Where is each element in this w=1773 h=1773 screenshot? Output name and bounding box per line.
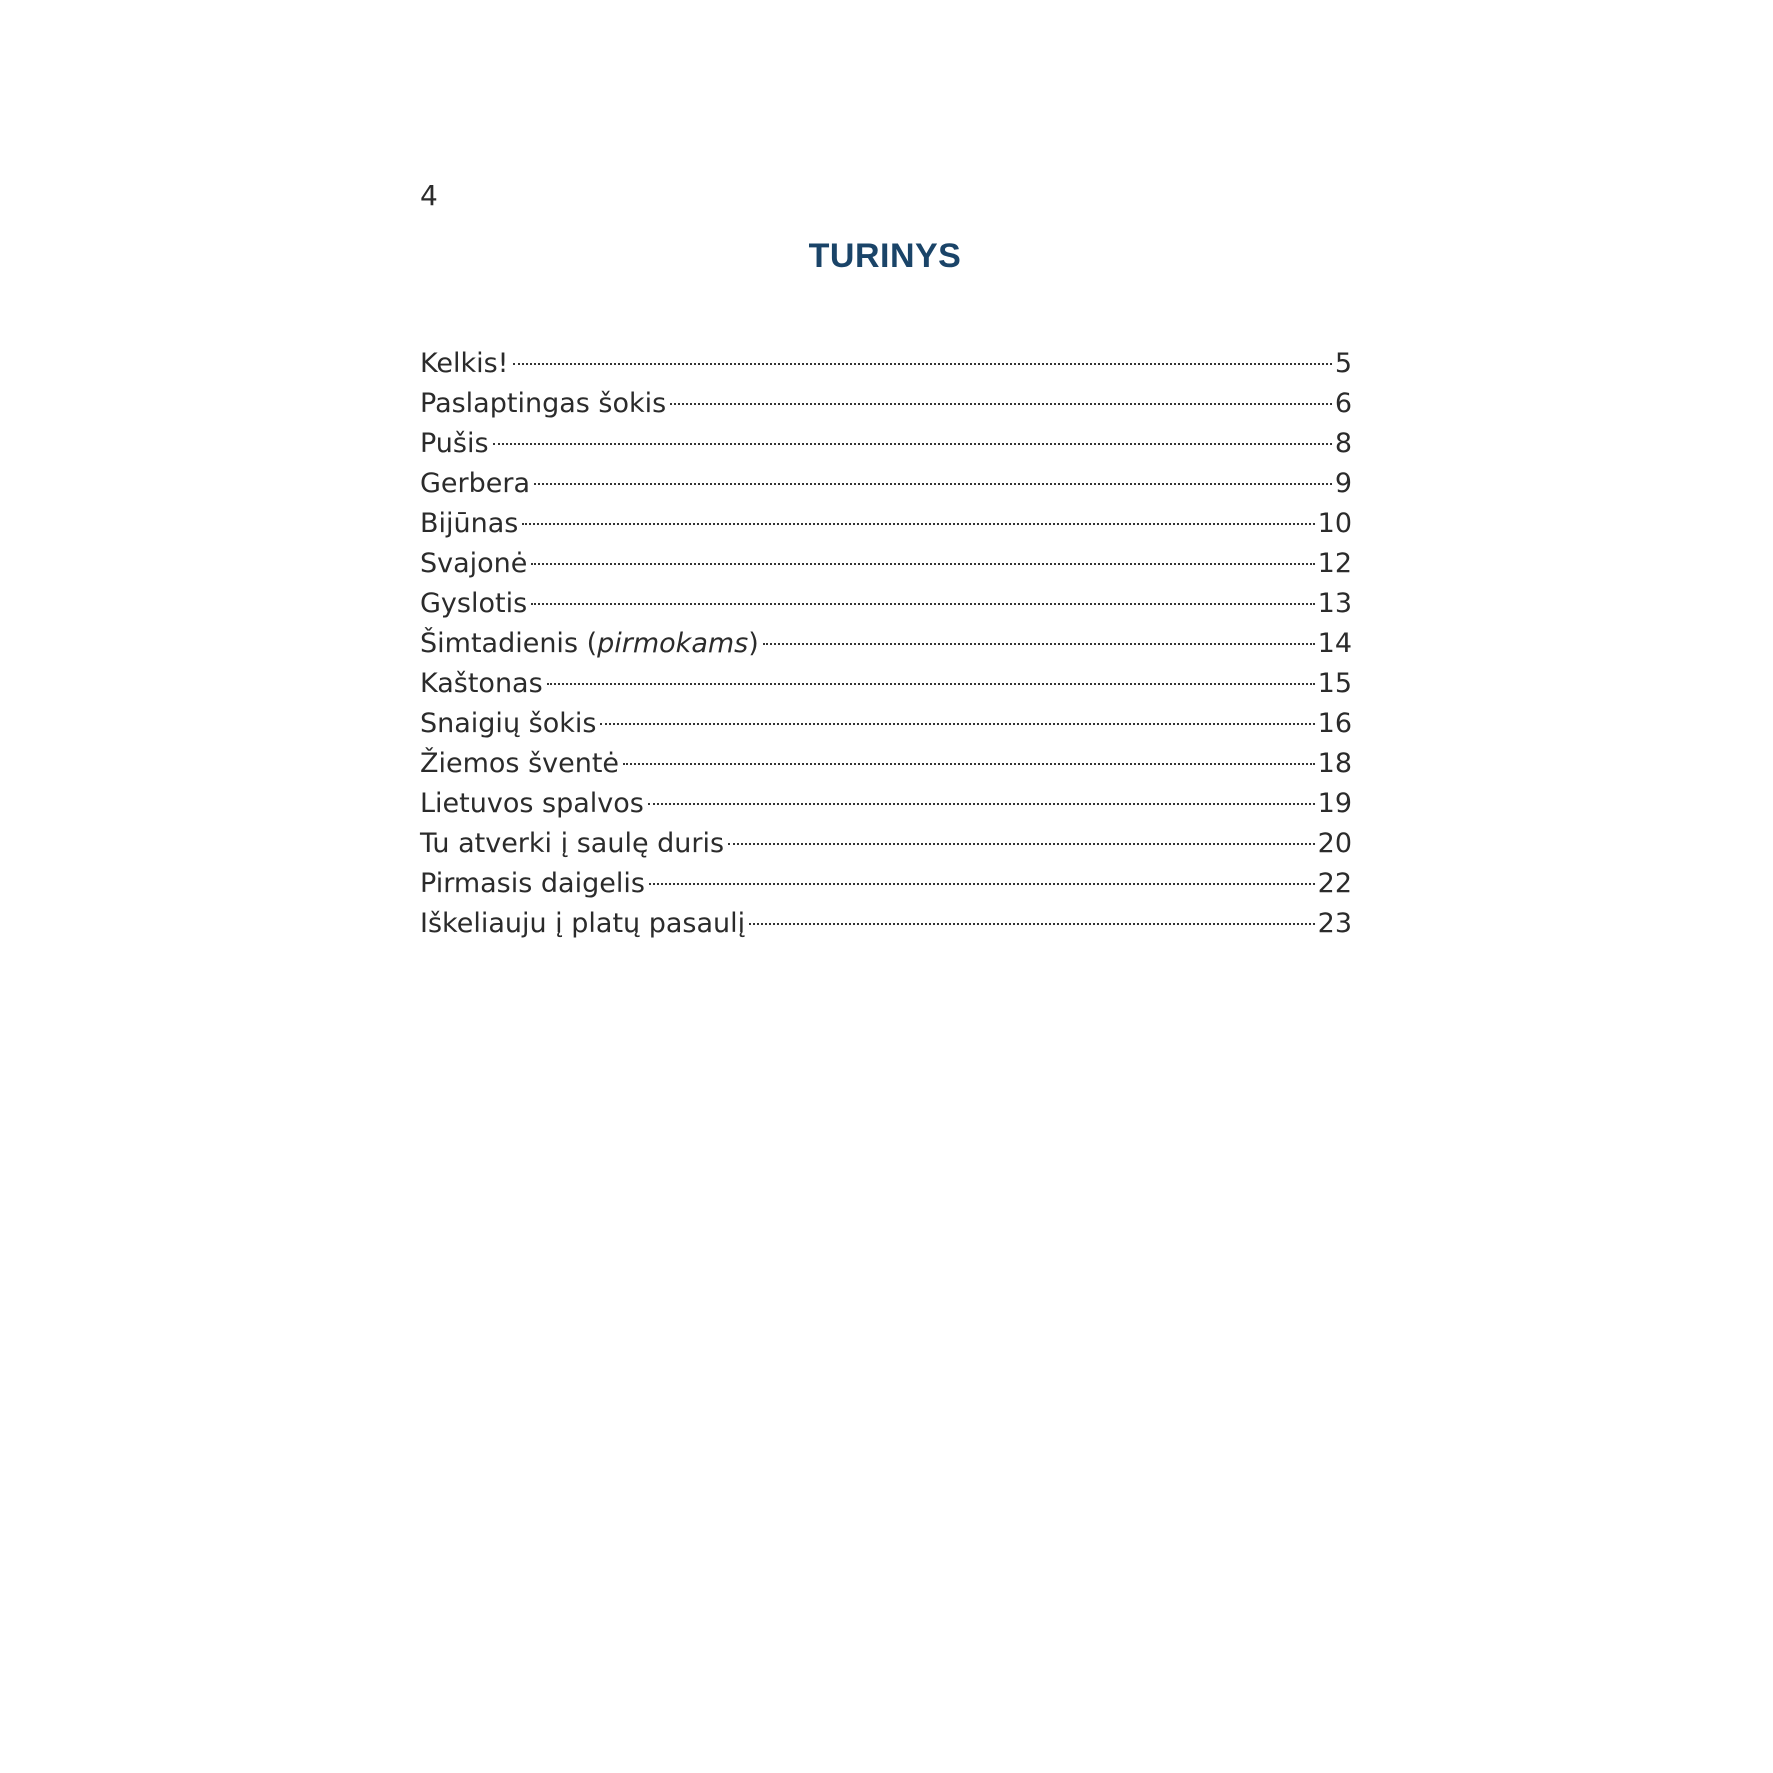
- toc-entry-page-number: 16: [1317, 708, 1352, 739]
- toc-entry[interactable]: [420, 624, 1352, 664]
- toc-entry-title-text: Iškeliauju į platų pasaulį: [420, 908, 746, 939]
- toc-entry-page-number: 18: [1317, 748, 1352, 779]
- toc-entry-page-number: 9: [1334, 468, 1352, 499]
- toc-entry-title: [420, 464, 530, 504]
- toc-entry-title: [420, 904, 745, 944]
- toc-entry-title-text: Gerbera: [420, 468, 531, 499]
- toc-entry-title-text: Lietuvos spalvos: [420, 788, 644, 819]
- toc-entry-page-number: 13: [1317, 588, 1352, 619]
- page-number: 4: [420, 179, 438, 212]
- toc-entry[interactable]: [420, 824, 1352, 864]
- toc-entry-title: [420, 824, 724, 864]
- toc-entry-title-text: Gyslotis: [420, 588, 528, 619]
- toc-entry-title: [420, 784, 644, 824]
- toc-entry[interactable]: [420, 744, 1352, 784]
- dot-leader: [763, 643, 1315, 645]
- dot-leader: [649, 883, 1315, 885]
- toc-entry-page-number: 10: [1317, 508, 1352, 539]
- toc-entry-title-text: Bijūnas: [420, 508, 519, 539]
- toc-entry-title-text: Šimtadienis (: [420, 628, 598, 659]
- toc-entry-title: [420, 744, 619, 784]
- toc-entry-title: [420, 424, 489, 464]
- dot-leader: [623, 763, 1315, 765]
- dot-leader: [531, 563, 1314, 565]
- toc-entry-title: [420, 704, 596, 744]
- toc-entry-title-text: Kelkis!: [420, 348, 509, 379]
- toc-entry-title: [420, 344, 509, 384]
- toc-entry-title-text: Snaigių šokis: [420, 708, 597, 739]
- toc-entry-page-number: 15: [1317, 668, 1352, 699]
- toc-entry[interactable]: [420, 384, 1352, 424]
- toc-title: TURINYS: [808, 237, 962, 275]
- toc-entry-page-number: 22: [1317, 868, 1352, 899]
- toc-entry-title: [420, 384, 666, 424]
- dot-leader: [547, 683, 1315, 685]
- dot-leader: [513, 363, 1332, 365]
- toc-entry-title: [420, 504, 518, 544]
- dot-leader: [749, 923, 1315, 925]
- toc-entry-page-number: 19: [1317, 788, 1352, 819]
- toc-entry[interactable]: [420, 504, 1352, 544]
- toc-entry-page-number: 23: [1317, 908, 1352, 939]
- toc-entry-title-text: Pirmasis daigelis: [420, 868, 645, 899]
- toc-entry[interactable]: [420, 584, 1352, 624]
- dot-leader: [728, 843, 1315, 845]
- dot-leader: [600, 723, 1314, 725]
- toc-entry-title: [420, 664, 543, 704]
- toc-entry-title: [420, 584, 527, 624]
- toc-entry-title-text: Tu atverki į saulę duris: [420, 828, 725, 859]
- dot-leader: [648, 803, 1315, 805]
- dot-leader: [531, 603, 1314, 605]
- dot-leader: [534, 483, 1332, 485]
- toc-entry[interactable]: [420, 784, 1352, 824]
- toc-entry-title: [420, 624, 759, 664]
- toc-entry-title-text: Kaštonas: [420, 668, 543, 699]
- toc-entry[interactable]: [420, 904, 1352, 944]
- toc-entry[interactable]: [420, 864, 1352, 904]
- toc-entry-title: [420, 864, 645, 904]
- toc-entry-title-italic: pirmokams: [597, 628, 749, 659]
- toc-entry[interactable]: [420, 344, 1352, 384]
- toc-entry-page-number: 8: [1334, 428, 1352, 459]
- toc-entry-title-text: ): [748, 628, 759, 659]
- toc-entry[interactable]: [420, 544, 1352, 584]
- toc-entry-title: [420, 544, 527, 584]
- toc-entry-title-text: Pušis: [420, 428, 489, 459]
- toc-entry-title-text: Paslaptingas šokis: [420, 388, 667, 419]
- toc-entry-page-number: 14: [1317, 628, 1352, 659]
- toc-entry-page-number: 6: [1334, 388, 1352, 419]
- table-of-contents: [420, 344, 1352, 944]
- toc-entry[interactable]: [420, 664, 1352, 704]
- toc-entry-page-number: 20: [1317, 828, 1352, 859]
- dot-leader: [670, 403, 1332, 405]
- toc-entry-page-number: 12: [1317, 548, 1352, 579]
- toc-entry[interactable]: [420, 704, 1352, 744]
- toc-entry[interactable]: [420, 464, 1352, 504]
- toc-entry[interactable]: [420, 424, 1352, 464]
- dot-leader: [522, 523, 1314, 525]
- toc-entry-page-number: 5: [1334, 348, 1352, 379]
- toc-entry-title-text: Žiemos šventė: [420, 748, 620, 779]
- toc-entry-title-text: Svajonė: [420, 548, 528, 579]
- dot-leader: [493, 443, 1332, 445]
